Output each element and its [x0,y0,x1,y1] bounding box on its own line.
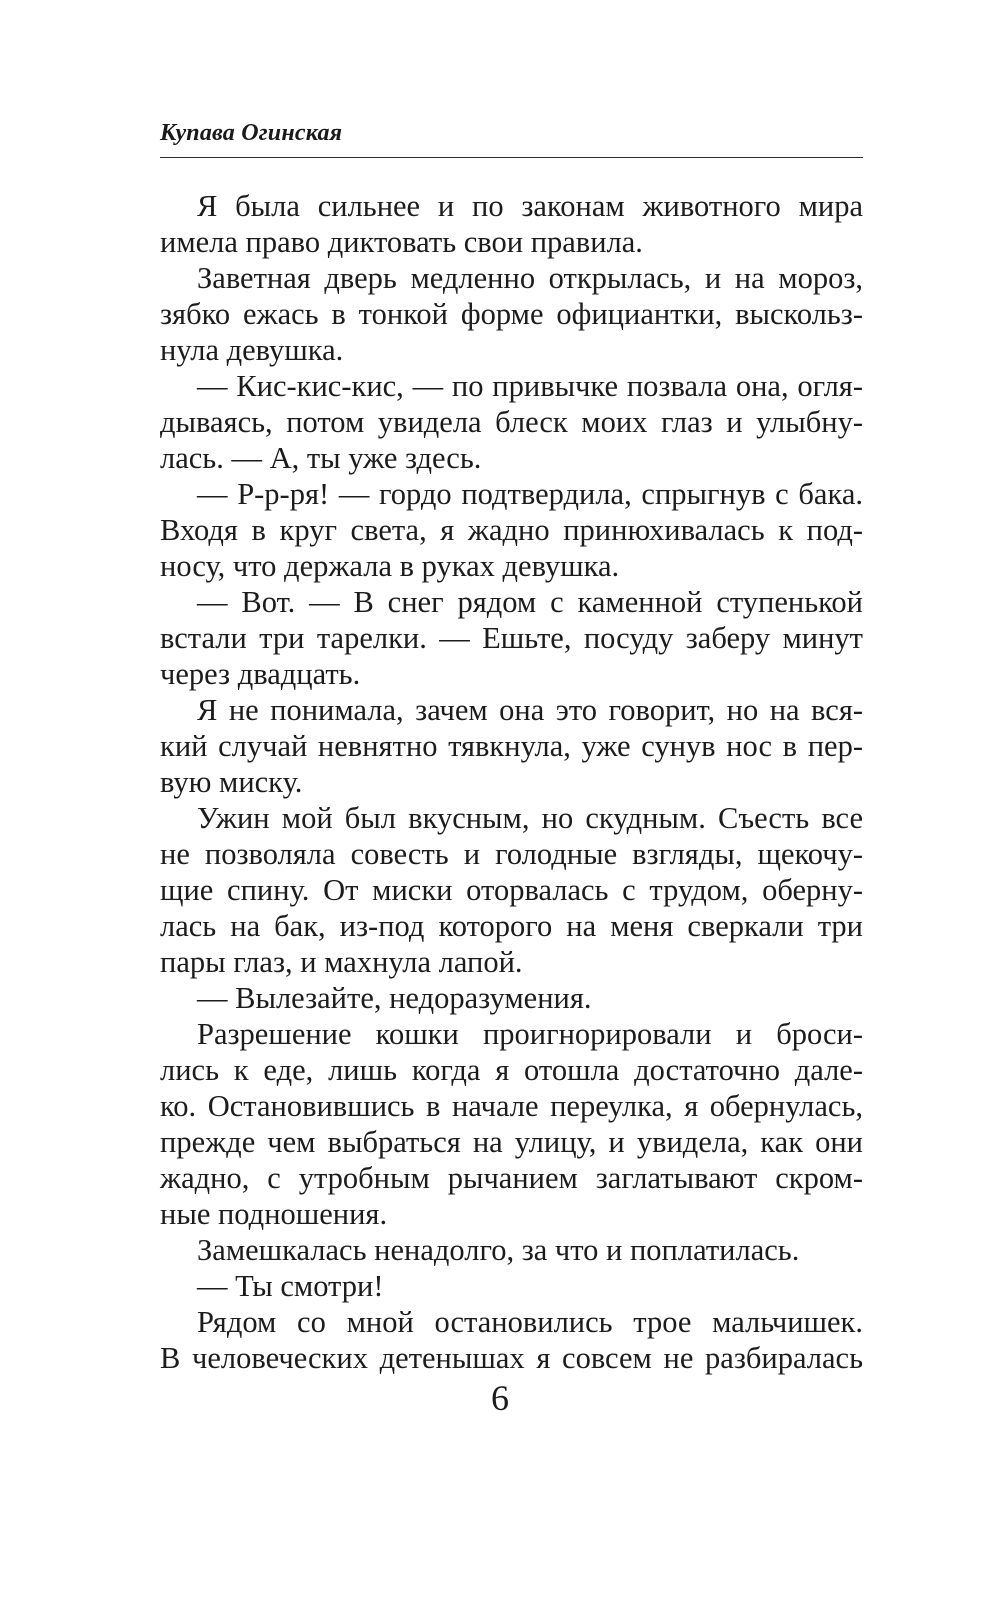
page-number: 6 [491,1378,509,1418]
text-line: — Вот. — В снег рядом с каменной ступенькой [197,585,863,619]
text-line: Замешкалась ненадолго, за что и поплатилась. [197,1233,800,1267]
running-head-author: Купава Огинская [160,120,343,146]
text-line: лись к еде, лишь когда я отошла достаточно дале- [160,1053,863,1087]
text-line: зябко ежась в тонкой форме официантки, выскольз- [160,297,863,331]
text-line: — Кис-кис-кис, — по привычке позвала она, огля- [197,369,863,403]
body-text [160,188,863,1376]
text-line: — Ты смотри! [197,1269,384,1303]
text-line: Разрешение кошки проигнорировали и броси- [197,1017,863,1051]
text-line: В человеческих детенышах я совсем не разбиралась [160,1341,863,1375]
text-line: лась. — А, ты уже здесь. [160,441,482,475]
header-rule [160,157,863,158]
text-line: щие спину. От миски оторвалась с трудом, оберну- [160,873,863,907]
text-line: встали три тарелки. — Ешьте, посуду заберу минут [160,621,863,655]
text-line: через двадцать. [160,657,361,691]
text-line: ные подношения. [160,1197,388,1231]
text-line: ко. Остановившись в начале переулка, я обернулась, [160,1089,863,1123]
text-line: Входя в круг света, я жадно принюхивалась к под- [160,513,863,547]
text-line: Рядом со мной остановились трое мальчишек. [197,1305,863,1339]
text-line: — Вылезайте, недоразумения. [197,981,592,1015]
text-line: имела право диктовать свои правила. [160,225,643,259]
text-line: вую миску. [160,765,303,799]
text-line: прежде чем выбраться на улицу, и увидела, как они [160,1125,863,1159]
text-line: не позволяла совесть и голодные взгляды, щекочу- [160,837,863,871]
text-line: — Р-р-ря! — гордо подтвердила, спрыгнув с бака. [197,477,863,511]
text-line: Ужин мой был вкусным, но скудным. Съесть все [197,801,863,835]
text-line: лась на бак, из-под которого на меня сверкали три [160,909,863,943]
text-line: Я была сильнее и по законам животного мира [197,189,863,223]
text-line: носу, что держала в руках девушка. [160,549,620,583]
text-line: нула девушка. [160,333,344,367]
text-line: Я не понимала, зачем она это говорит, но на вся- [197,693,863,727]
text-line: кий случай невнятно тявкнула, уже сунув нос в пер- [160,729,863,763]
text-line: жадно, с утробным рычанием заглатывают скром- [160,1161,863,1195]
text-line: пары глаз, и махнула лапой. [160,945,523,979]
text-line: дываясь, потом увидела блеск моих глаз и улыбну- [160,405,863,439]
text-line: Заветная дверь медленно открылась, и на мороз, [197,261,863,295]
